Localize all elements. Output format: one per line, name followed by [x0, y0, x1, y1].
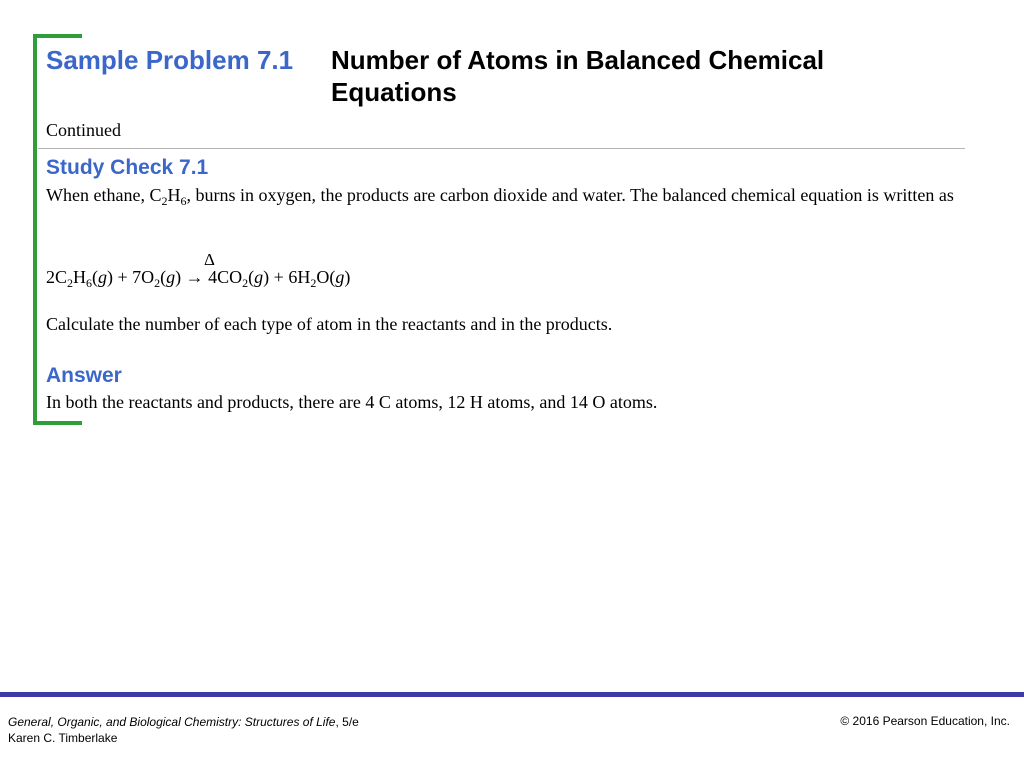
slide-title: [46, 44, 946, 108]
continued-label: Continued: [46, 120, 121, 140]
copyright-notice: © 2016 Pearson Education, Inc.: [840, 714, 1010, 728]
book-edition: , 5/e: [335, 715, 359, 729]
problem-title: Number of Atoms in Balanced Chemical Equations: [331, 45, 825, 107]
book-title: General, Organic, and Biological Chemistry: Structures of Life: [8, 715, 336, 729]
section-divider: [38, 148, 965, 149]
answer-text: In both the reactants and products, there are 4 C atoms, 12 H atoms, and 14 O atoms.: [46, 392, 658, 412]
problem-label: Sample Problem 7.1: [46, 45, 294, 75]
study-check-intro: When ethane, $C_2H_6$, burns in oxygen, the products are carbon dioxide and water. The balanced chemical equation is written as: [46, 185, 954, 208]
author-name: Karen C. Timberlake: [8, 731, 118, 745]
answer-heading: Answer: [46, 364, 122, 387]
heat-delta-symbol: Δ: [204, 250, 215, 269]
study-check-question: Calculate the number of each type of atom in the reactants and in the products.: [46, 314, 613, 334]
footer-divider: [0, 692, 1024, 697]
balanced-equation: Δ $2C_2H_6(g) + 7O_2(g) \to 4CO_2(g) + 6H_2O(g)$: [46, 250, 351, 290]
footer-citation: [8, 714, 359, 746]
study-check-heading: Study Check 7.1: [46, 156, 209, 179]
